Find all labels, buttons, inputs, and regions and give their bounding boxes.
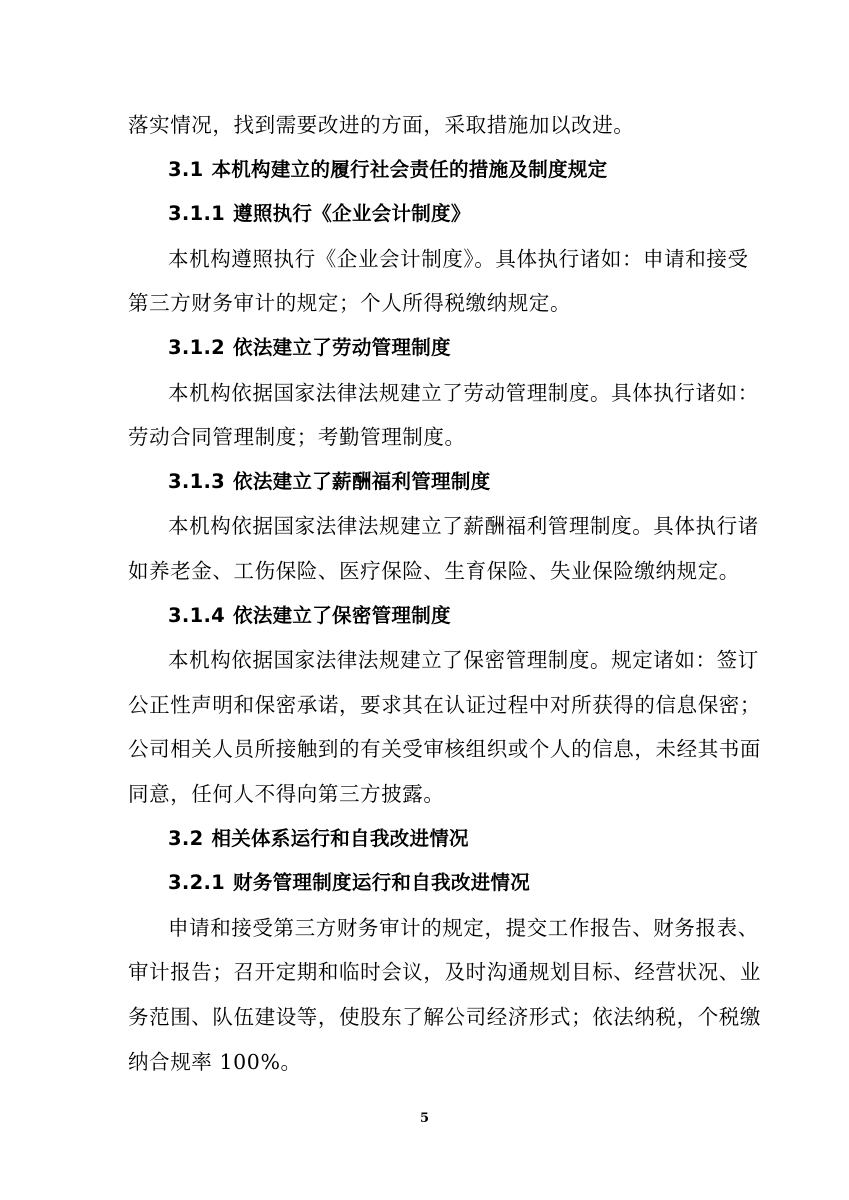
paragraph-line: 本机构依据国家法律法规建立了保密管理制度。规定诸如：签订 (168, 648, 759, 673)
section-title: 遵照执行《企业会计制度》 (233, 202, 471, 226)
section-heading (168, 156, 768, 184)
paragraph-line: 申请和接受第三方财务审计的规定，提交工作报告、财务报表、 (168, 915, 759, 940)
paragraph-line: 公正性声明和保密承诺，要求其在认证过程中对所获得的信息保密； (128, 692, 761, 717)
paragraph-line: 纳合规率 100%。 (128, 1049, 302, 1074)
paragraph-line: 本机构依据国家法律法规建立了薪酬福利管理制度。具体执行诸 (168, 514, 759, 539)
section-title: 相关体系运行和自我改进情况 (211, 826, 469, 850)
paragraph-line: 第三方财务审计的规定；个人所得税缴纳规定。 (128, 291, 572, 316)
section-title: 本机构建立的履行社会责任的措施及制度规定 (211, 157, 608, 181)
section-heading (168, 869, 768, 897)
paragraph-line: 落实情况，找到需要改进的方面，采取措施加以改进。 (128, 113, 635, 137)
section-number: 3.1.1 (168, 202, 226, 226)
section-number: 3.1 (168, 157, 204, 181)
section-title: 依法建立了保密管理制度 (233, 603, 451, 627)
section-number: 3.1.2 (168, 336, 226, 359)
section-heading (168, 334, 768, 362)
section-title: 财务管理制度运行和自我改进情况 (233, 871, 531, 895)
section-number: 3.1.4 (168, 603, 226, 627)
page-number: 5 (419, 1111, 430, 1126)
section-number: 3.2 (168, 826, 204, 850)
paragraph-line: 公司相关人员所接触到的有关受审核组织或个人的信息，未经其书面 (128, 737, 761, 762)
paragraph-line: 同意，任何人不得向第三方披露。 (128, 782, 445, 806)
section-heading (168, 200, 768, 228)
section-title: 依法建立了薪酬福利管理制度 (233, 469, 491, 493)
section-number: 3.2.1 (168, 871, 226, 895)
paragraph-line: 审计报告；召开定期和临时会议，及时沟通规划目标、经营状况、业 (128, 960, 761, 985)
paragraph-line: 本机构依据国家法律法规建立了劳动管理制度。具体执行诸如： (168, 380, 759, 405)
section-heading (168, 825, 768, 853)
section-number: 3.1.3 (168, 469, 226, 493)
paragraph-line: 如养老金、工伤保险、医疗保险、生育保险、失业保险缴纳规定。 (128, 559, 740, 583)
section-heading (168, 602, 768, 630)
section-title: 依法建立了劳动管理制度 (233, 336, 451, 359)
paragraph-line: 本机构遵照执行《企业会计制度》。具体执行诸如：申请和接受 (168, 246, 749, 271)
section-heading (168, 468, 768, 496)
paragraph-line: 劳动合同管理制度；考勤管理制度。 (128, 425, 466, 450)
paragraph-line: 务范围、队伍建设等，使股东了解公司经济形式；依法纳税，个税缴 (128, 1005, 761, 1029)
